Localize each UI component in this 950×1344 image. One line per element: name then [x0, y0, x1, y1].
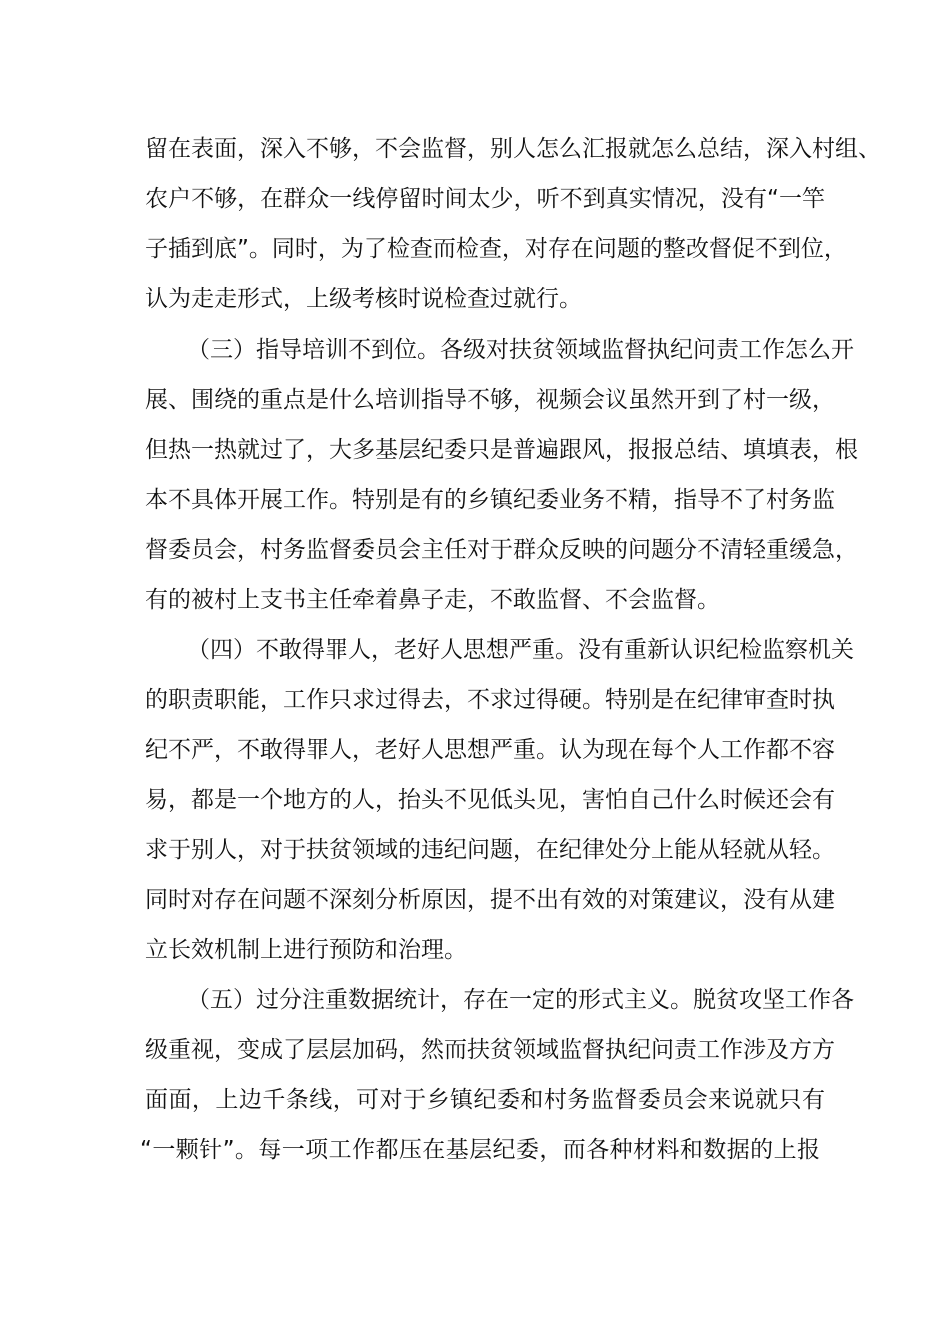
text-line: 但热一热就过了，大多基层纪委只是普遍跟风，报报总结、填填表，根: [145, 437, 858, 463]
section-heading-4: （四）不敢得罪人，老好人思想严重。没有重新认识纪检监察机关: [187, 637, 854, 663]
text-line: 本不具体开展工作。特别是有的乡镇纪委业务不精，指导不了村务监: [145, 487, 835, 513]
text-line: 有的被村上支书主任牵着鼻子走，不敢监督、不会监督。: [145, 587, 720, 613]
text-line: 展、围绕的重点是什么培训指导不够，视频会议虽然开到了村一级，: [145, 387, 835, 413]
section-heading-5: （五）过分注重数据统计，存在一定的形式主义。脱贫攻坚工作各: [187, 987, 854, 1013]
text-line: “一颗针”。每一项工作都压在基层纪委，而各种材料和数据的上报: [140, 1137, 820, 1163]
text-line: 子插到底”。同时，为了检查而检查，对存在问题的整改督促不到位，: [145, 236, 847, 262]
text-line: 认为走走形式，上级考核时说检查过就行。: [145, 286, 582, 312]
text-line: 的职责职能，工作只求过得去，不求过得硬。特别是在纪律审查时执: [145, 687, 835, 713]
text-line: 同时对存在问题不深刻分析原因，提不出有效的对策建议，没有从建: [145, 887, 835, 913]
text-line: 纪不严，不敢得罪人，老好人思想严重。认为现在每个人工作都不容: [145, 737, 835, 763]
text-line: 求于别人，对于扶贫领域的违纪问题，在纪律处分上能从轻就从轻。: [145, 837, 835, 863]
text-line: 农户不够，在群众一线停留时间太少，听不到真实情况，没有“一竿: [145, 186, 825, 212]
text-line: 留在表面，深入不够，不会监督，别人怎么汇报就怎么总结，深入村组、: [145, 136, 881, 162]
text-line: 级重视，变成了层层加码，然而扶贫领域监督执纪问责工作涉及方方: [145, 1037, 835, 1063]
text-line: 督委员会，村务监督委员会主任对于群众反映的问题分不清轻重缓急，: [145, 537, 858, 563]
text-line: 易，都是一个地方的人，抬头不见低头见，害怕自己什么时候还会有: [145, 787, 835, 813]
text-line: 立长效机制上进行预防和治理。: [145, 937, 467, 963]
section-heading-3: （三）指导培训不到位。各级对扶贫领域监督执纪问责工作怎么开: [187, 337, 854, 363]
text-line: 面面，上边千条线，可对于乡镇纪委和村务监督委员会来说就只有: [145, 1087, 825, 1113]
